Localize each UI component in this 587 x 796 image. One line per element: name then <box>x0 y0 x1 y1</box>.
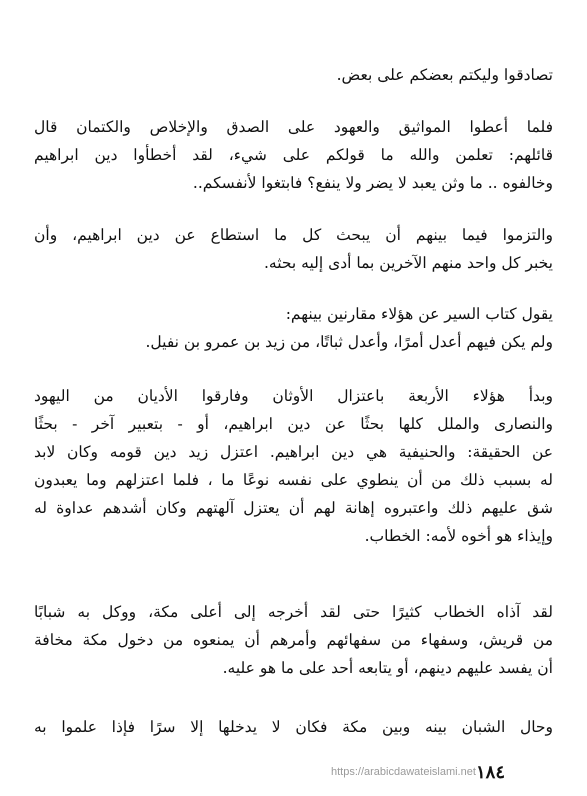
text-line: يخبر كل واحد منهم الآخرين بما أدى إليه بحثه. <box>263 254 553 272</box>
page-number: ١٨٤ <box>476 762 506 783</box>
paragraph-1 <box>34 61 553 89</box>
text-line: شق عليهم ذلك واعتبروه إهانة لهم أن يعتزل آلهتهم وكان أشدهم عداوة له <box>34 499 553 517</box>
text-line: تصادقوا وليكتم بعضكم على بعض. <box>336 66 553 84</box>
page-footer <box>0 762 587 788</box>
text-line: فلما أعطوا المواثيق والعهود على الصدق والإخلاص والكتمان قال <box>34 118 553 136</box>
paragraph-6 <box>34 598 553 682</box>
paragraph-4 <box>34 300 553 356</box>
text-line: والنصارى والملل كلها بحثًا عن دين ابراهيم، أو - بتعبير آخر - بحثًا <box>34 415 553 433</box>
text-line: لقد آذاه الخطاب كثيرًا حتى لقد أخرجه إلى أعلى مكة، ووكل به شبابًا <box>34 603 553 621</box>
paragraph-2 <box>34 113 553 197</box>
text-line: يقول كتاب السير عن هؤلاء مقارنين بينهم: <box>285 305 553 323</box>
text-line: وإيذاء هو أخوه لأمه: الخطاب. <box>364 527 553 545</box>
paragraph-7 <box>34 713 553 741</box>
text-line: عن الحقيقة: والحنيفية هي دين ابراهيم. اعتزل زيد دين قومه وكان لابد <box>34 443 553 461</box>
text-line: من قريش، وسفهاء من سفهائهم وأمرهم أن يمنعوه من دخول مكة مخافة <box>34 631 553 649</box>
paragraph-5 <box>34 382 553 550</box>
text-line: وبدأ هؤلاء الأربعة باعتزال الأوثان وفارقوا الأديان من اليهود <box>34 387 553 405</box>
text-line: وخالفوه .. ما وثن يعبد لا يضر ولا ينفع؟ فابتغوا لأنفسكم.. <box>192 174 553 192</box>
text-line: أن يفسد عليهم دينهم، أو يتابعه أحد على ما هو عليه. <box>222 659 553 677</box>
text-line: ولم يكن فيهم أعدل أمرًا، وأعدل ثباتًا، من زيد بن عمرو بن نفيل. <box>145 333 553 351</box>
text-line: قائلهم: تعلمن والله ما قولكم على شيء، لقد أخطأوا دين ابراهيم <box>34 146 553 164</box>
text-line: له بسبب ذلك من أن ينطوي على نفسه نوعًا ما ، فلما اعتزلهم وما يعبدون <box>34 471 553 489</box>
text-line: وحال الشبان بينه وبين مكة فكان لا يدخلها إلا سرًا فإذا علموا به <box>34 718 553 736</box>
paragraph-3 <box>34 221 553 277</box>
watermark-url: https://arabicdawateislami.net <box>331 766 476 778</box>
text-line: والتزموا فيما بينهم أن يبحث كل ما استطاع عن دين ابراهيم، وأن <box>34 226 553 244</box>
